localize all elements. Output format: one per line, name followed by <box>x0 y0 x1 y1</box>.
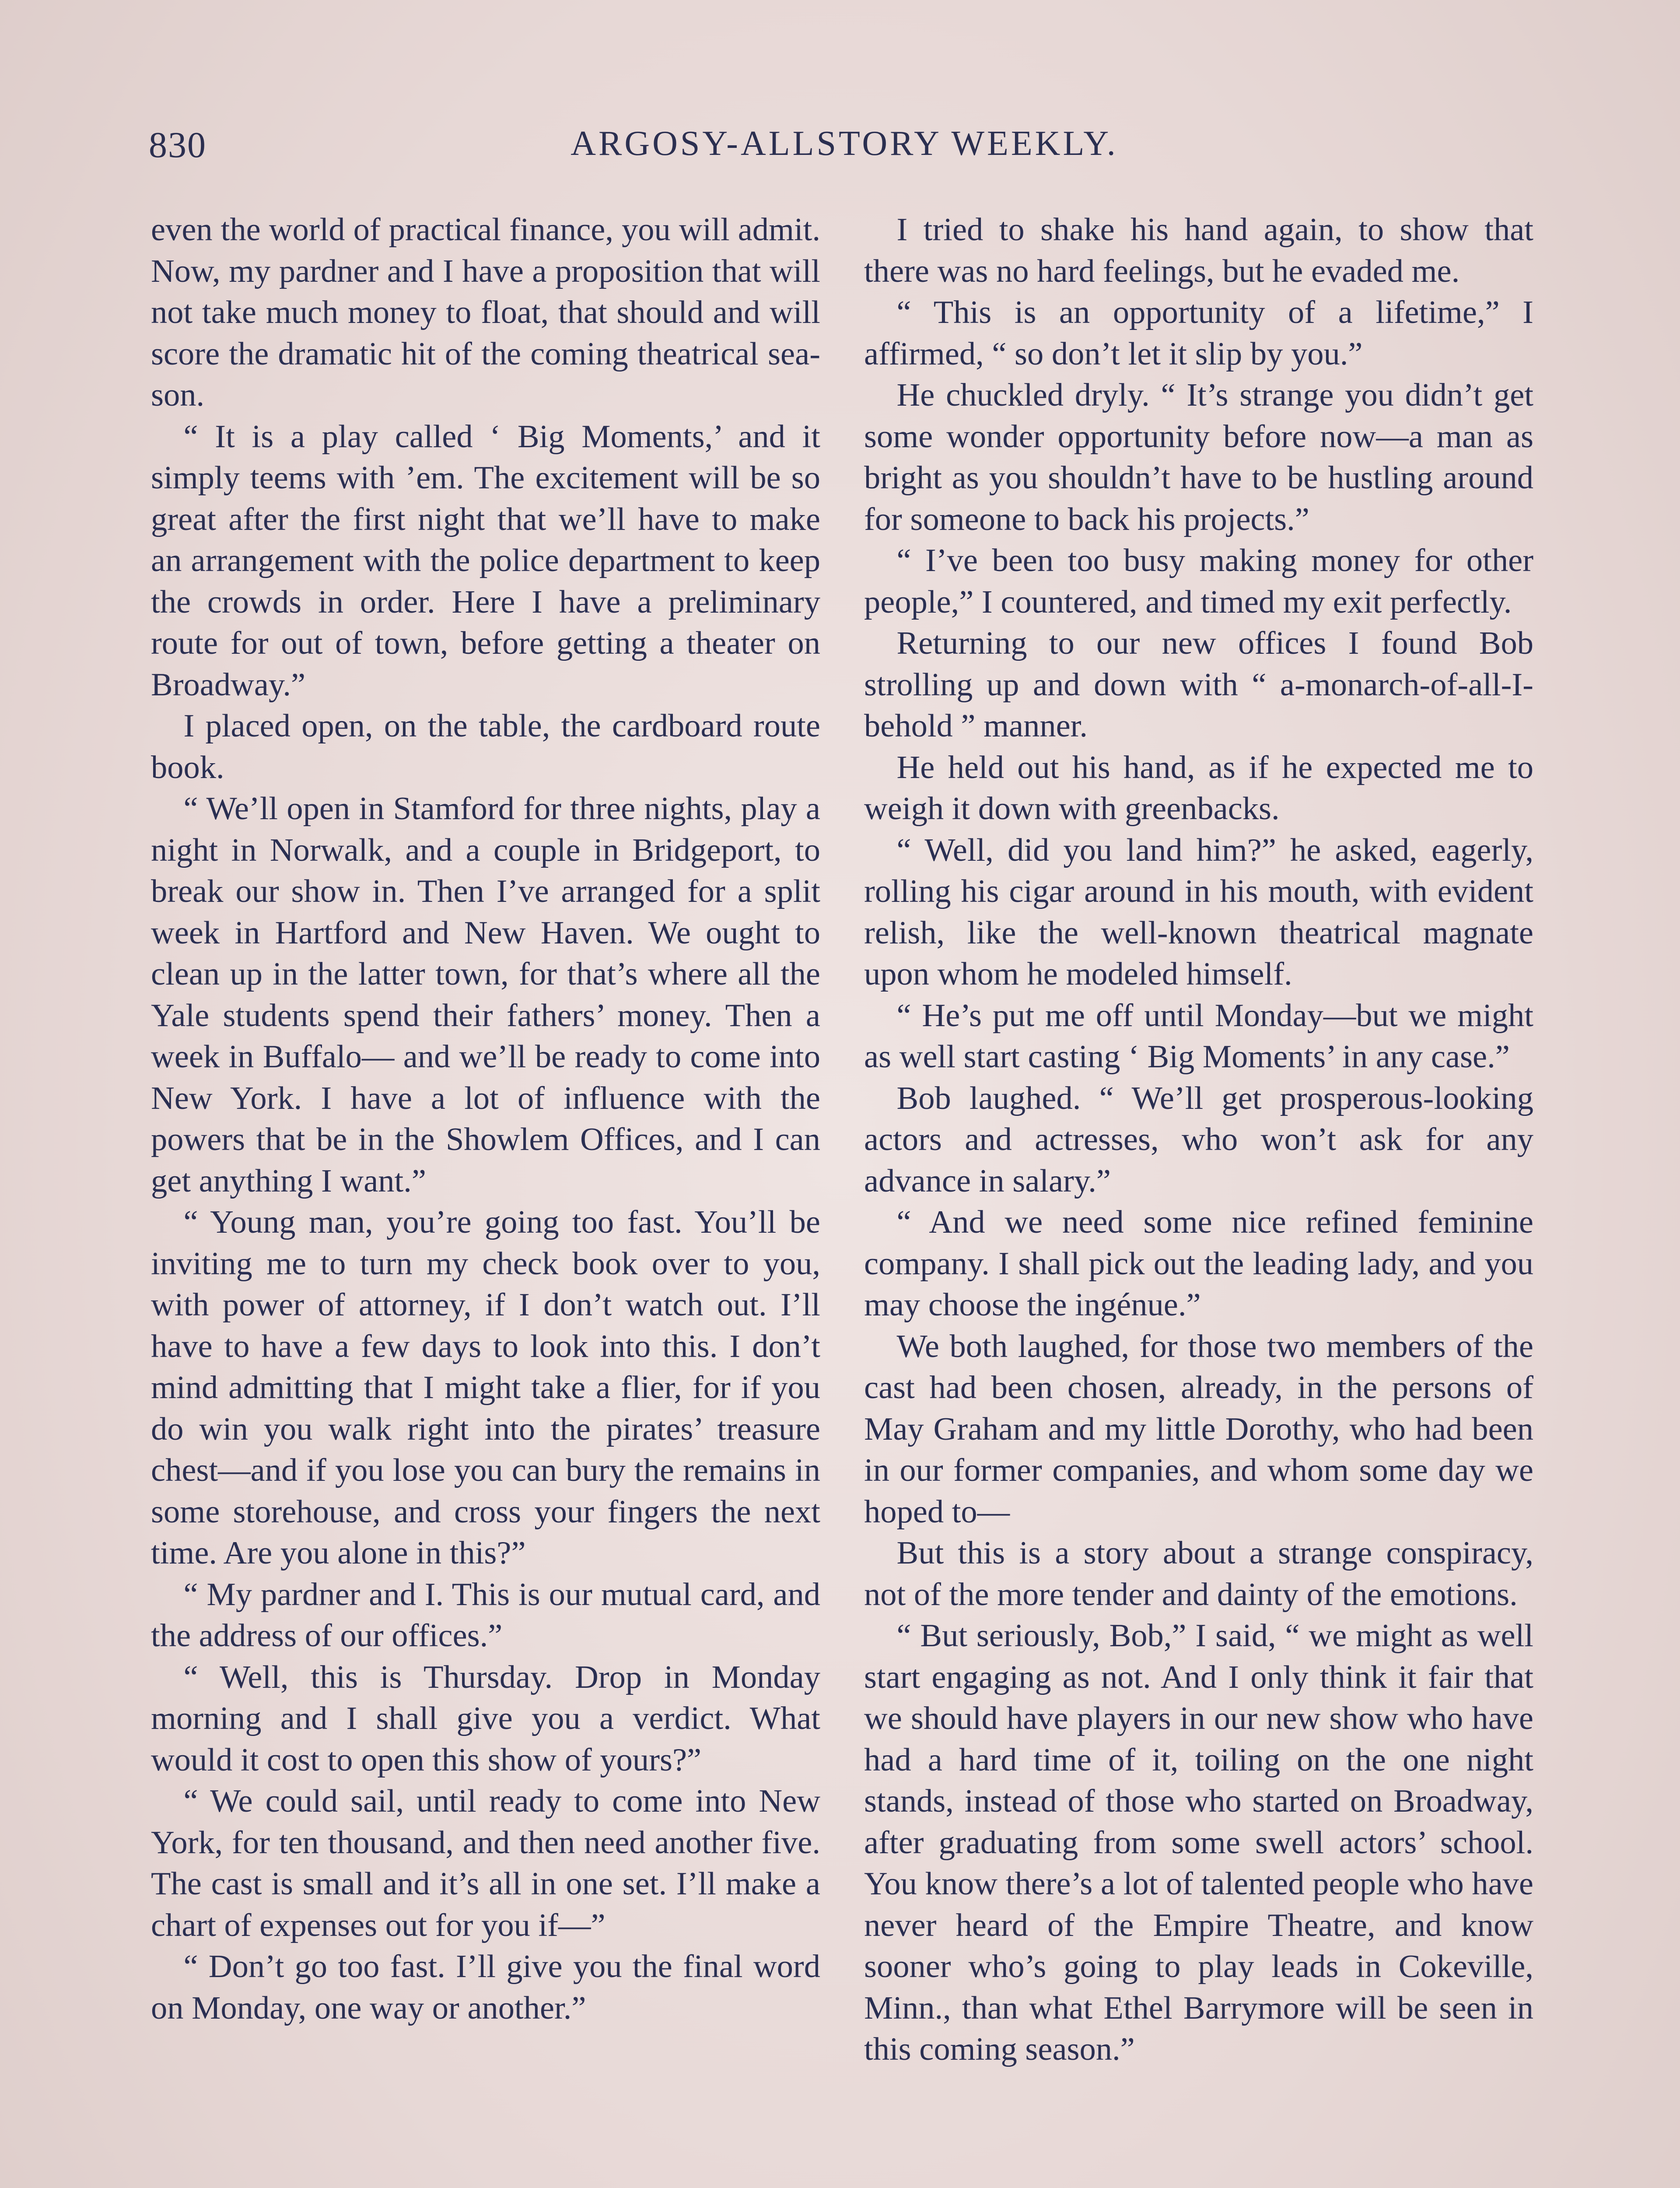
paragraph: “ Young man, you’re going too fast. You’ll be inviting me to turn my check book over to you, with power of attorney, if I don’t watch out. I’ll have to have a few days to look into this. I don’t mind admitting that I might take a flier, for if you do win you walk right into the pirates’ treasure chest—and if you lose you can bury the remains in some storehouse, and cross your fingers the next time. Are you alone in this?” <box>151 1204 820 1571</box>
running-head: ARGOSY-ALLSTORY WEEKLY. <box>570 124 1118 163</box>
paragraph: “ Well, did you land him?” he asked, eagerly, rolling his cigar around in his mouth, with evident relish, like the well-known theatrical magnate upon whom he modeled himself. <box>864 832 1533 992</box>
page-number: 830 <box>149 125 206 165</box>
paragraph: Bob laughed. “ We’ll get prosperous-looking actors and actresses, who won’t ask for any advance in salary.” <box>864 1080 1533 1199</box>
paragraph: I placed open, on the table, the cardboard route book. <box>151 708 820 785</box>
paragraph: We both laughed, for those two members of the cast had been chosen, already, in the persons of May Graham and my little Dorothy, who had been in our former companies, and whom some day we hoped to— <box>864 1328 1533 1530</box>
paragraph: “ We could sail, until ready to come into New York, for ten thousand, and then need another five. The cast is small and it’s all in one set. I’ll make a chart of expenses out for you if—” <box>151 1783 820 1943</box>
paragraph: “ I’ve been too busy making money for other people,” I countered, and timed my exit perfectly. <box>864 543 1533 620</box>
paragraph: He chuckled dryly. “ It’s strange you didn’t get some wonder opportunity before now—a man as bright as you shouldn’t have to be hustling around for someone to back his projects.” <box>864 377 1533 537</box>
paragraph: “ We’ll open in Stamford for three nights, play a night in Norwalk, and a couple in Bridgeport, to break our show in. Then I’ve arranged for a split week in Hartford and New Haven. We ought to clean up in the latter town, for that’s where all the Yale students spend their fathers’ money. Then a week in Buffalo— and we’ll be ready to come into New York. I have a lot of influence with the powers that be in the Showlem Offices, and I can get anything I want.” <box>151 791 820 1199</box>
paragraph: I tried to shake his hand again, to show that there was no hard feelings, but he evaded me. <box>864 212 1533 289</box>
paragraph: “ My pardner and I. This is our mutual card, and the address of our offices.” <box>151 1576 820 1654</box>
paragraph: even the world of practical finance, you will admit. Now, my pardner and I have a proposition that will not take much money to float, that should and will score the dramatic hit of the coming theatrical season. <box>151 212 820 413</box>
paragraph: “ It is a play called ‘ Big Moments,’ and it simply teems with ’em. The excitement will be so great after the first night that we’ll have to make an arrangement with the police department to keep the crowds in order. Here I have a preliminary route for out of town, before getting a theater on Broadway.” <box>151 418 820 703</box>
paragraph: But this is a story about a strange conspiracy, not of the more tender and dainty of the emotions. <box>864 1535 1533 1613</box>
paragraph: “ He’s put me off until Monday—but we might as well start casting ‘ Big Moments’ in any case.” <box>864 997 1533 1075</box>
paragraph: “ But seriously, Bob,” I said, “ we might as well start engaging as not. And I only think it fair that we should have players in our new show who have had a hard time of it, toiling on the one night stands, instead of those who started on Broadway, after graduating from some swell actors’ school. You know there’s a lot of talented people who have never heard of the Empire Theatre, and know sooner who’s going to play leads in Cokeville, Minn., than what Ethel Barrymore will be seen in this coming season.” <box>864 1618 1533 2067</box>
paragraph: He held out his hand, as if he expected me to weigh it down with greenbacks. <box>864 749 1533 827</box>
paragraph: “ Well, this is Thursday. Drop in Monday morning and I shall give you a verdict. What would it cost to open this show of yours?” <box>151 1659 820 1778</box>
paragraph: Returning to our new offices I found Bob strolling up and down with “ a-monarch-of-all-I-behold ” manner. <box>864 625 1533 744</box>
left-column <box>151 209 820 2029</box>
right-column <box>864 209 1533 2070</box>
paragraph: “ Don’t go too fast. I’ll give you the final word on Monday, one way or another.” <box>151 1949 820 2026</box>
paragraph: “ And we need some nice refined feminine company. I shall pick out the leading lady, and you may choose the ingénue.” <box>864 1204 1533 1323</box>
paragraph: “ This is an opportunity of a lifetime,” I affirmed, “ so don’t let it slip by you.” <box>864 295 1533 372</box>
page-header <box>149 124 1540 189</box>
